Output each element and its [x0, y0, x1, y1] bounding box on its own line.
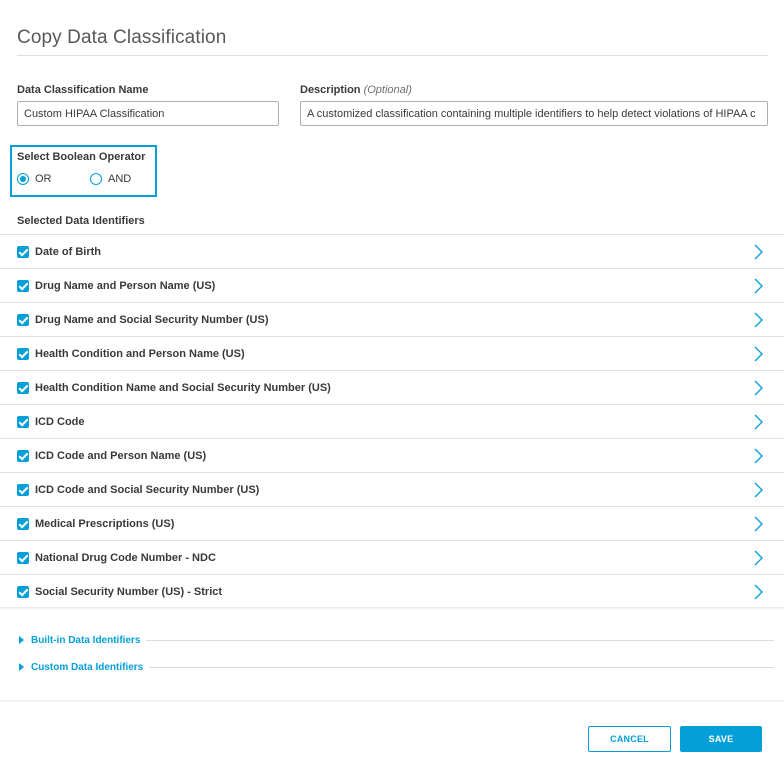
- identifier-label: Drug Name and Person Name (US): [35, 279, 216, 292]
- checkbox-checked-icon[interactable]: [17, 518, 29, 530]
- identifier-row[interactable]: [0, 439, 784, 473]
- identifier-label: Drug Name and Social Security Number (US): [35, 313, 269, 326]
- chevron-right-icon[interactable]: [752, 278, 764, 294]
- checkbox-checked-icon[interactable]: [17, 382, 29, 394]
- description-label-text: Description: [300, 84, 361, 96]
- identifier-row[interactable]: [0, 235, 784, 269]
- checkbox-checked-icon[interactable]: [17, 552, 29, 564]
- radio-and[interactable]: [90, 173, 131, 185]
- radio-selected-icon[interactable]: [17, 173, 29, 185]
- chevron-right-icon[interactable]: [752, 312, 764, 328]
- classification-name-input[interactable]: [17, 101, 279, 126]
- chevron-right-icon[interactable]: [752, 482, 764, 498]
- builtin-identifiers-label: Built-in Data Identifiers: [31, 634, 141, 646]
- identifier-label: Social Security Number (US) - Strict: [35, 585, 223, 598]
- identifier-label: ICD Code: [35, 415, 85, 428]
- caret-right-icon: [19, 636, 24, 644]
- identifier-row[interactable]: [0, 473, 784, 507]
- identifier-row[interactable]: [0, 405, 784, 439]
- chevron-right-icon[interactable]: [752, 448, 764, 464]
- identifier-label: Date of Birth: [35, 245, 101, 258]
- custom-identifiers-section[interactable]: [17, 660, 774, 674]
- identifier-row[interactable]: [0, 507, 784, 541]
- radio-or-label: OR: [35, 173, 52, 185]
- selected-identifiers-title: Selected Data Identifiers: [17, 215, 145, 227]
- footer-divider: [0, 700, 784, 703]
- checkbox-checked-icon[interactable]: [17, 348, 29, 360]
- identifier-row[interactable]: [0, 575, 784, 609]
- identifier-row[interactable]: [0, 269, 784, 303]
- chevron-right-icon[interactable]: [752, 584, 764, 600]
- identifier-label: ICD Code and Social Security Number (US): [35, 483, 260, 496]
- identifier-row[interactable]: [0, 541, 784, 575]
- selected-identifiers-list: [0, 234, 784, 609]
- checkbox-checked-icon[interactable]: [17, 484, 29, 496]
- radio-and-label: AND: [108, 173, 132, 185]
- boolean-operator-title: Select Boolean Operator: [17, 151, 146, 163]
- section-divider: [149, 667, 774, 668]
- identifier-label: Medical Prescriptions (US): [35, 517, 175, 530]
- custom-identifiers-label: Custom Data Identifiers: [31, 661, 144, 673]
- chevron-right-icon[interactable]: [752, 414, 764, 430]
- section-divider: [146, 640, 774, 641]
- page-title: Copy Data Classification: [17, 27, 227, 48]
- identifier-label: Health Condition Name and Social Security Number (US): [35, 381, 331, 394]
- classification-name-label: Data Classification Name: [17, 84, 149, 96]
- identifier-row[interactable]: [0, 371, 784, 405]
- list-bottom-shadow: [0, 607, 784, 610]
- chevron-right-icon[interactable]: [752, 516, 764, 532]
- identifier-label: ICD Code and Person Name (US): [35, 449, 207, 462]
- checkbox-checked-icon[interactable]: [17, 416, 29, 428]
- checkbox-checked-icon[interactable]: [17, 450, 29, 462]
- cancel-button[interactable]: CANCEL: [588, 726, 671, 752]
- boolean-operator-group: [10, 145, 157, 197]
- identifier-row[interactable]: [0, 303, 784, 337]
- identifier-label: National Drug Code Number - NDC: [35, 551, 216, 564]
- chevron-right-icon[interactable]: [752, 346, 764, 362]
- radio-unselected-icon[interactable]: [90, 173, 102, 185]
- chevron-right-icon[interactable]: [752, 550, 764, 566]
- checkbox-checked-icon[interactable]: [17, 314, 29, 326]
- checkbox-checked-icon[interactable]: [17, 586, 29, 598]
- title-divider: [17, 55, 768, 56]
- checkbox-checked-icon[interactable]: [17, 246, 29, 258]
- radio-or[interactable]: [17, 173, 52, 185]
- checkbox-checked-icon[interactable]: [17, 280, 29, 292]
- builtin-identifiers-section[interactable]: [17, 633, 774, 647]
- identifier-label: Health Condition and Person Name (US): [35, 347, 245, 360]
- description-label: [300, 84, 412, 96]
- chevron-right-icon[interactable]: [752, 380, 764, 396]
- identifier-row[interactable]: [0, 337, 784, 371]
- save-button[interactable]: SAVE: [680, 726, 762, 752]
- chevron-right-icon[interactable]: [752, 244, 764, 260]
- description-optional-label: (Optional): [363, 84, 412, 96]
- caret-right-icon: [19, 663, 24, 671]
- description-input[interactable]: [300, 101, 768, 126]
